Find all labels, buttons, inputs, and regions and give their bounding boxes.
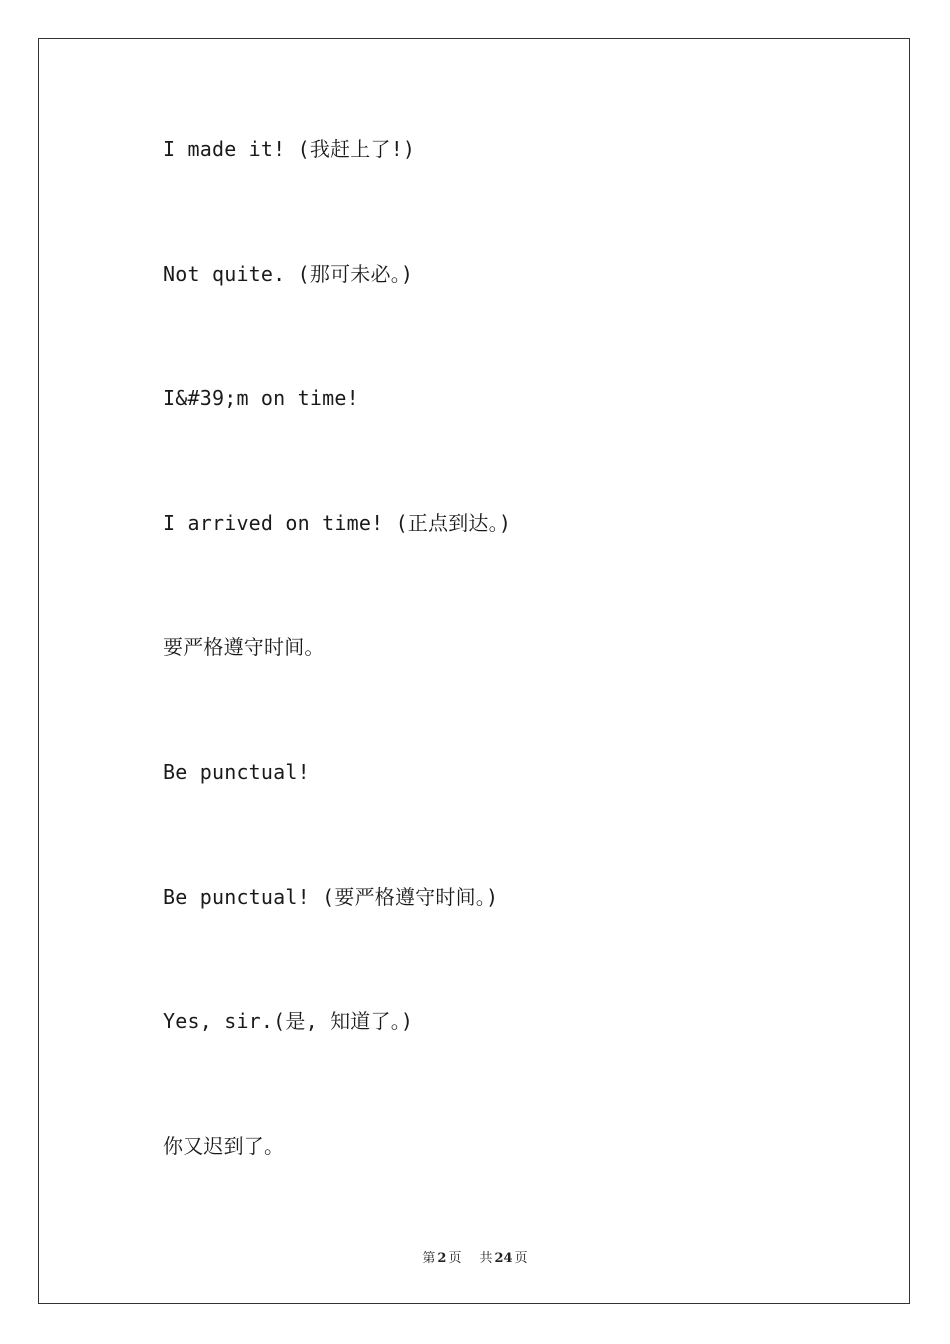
text-line: 要严格遵守时间。 bbox=[163, 635, 325, 660]
page-number: 2 bbox=[437, 1251, 447, 1266]
text-line: Yes, sir.(是, 知道了。) bbox=[163, 1009, 414, 1034]
text-line: Not quite. (那可未必。) bbox=[163, 261, 414, 286]
text-line: I made it! (我赶上了!) bbox=[163, 137, 416, 161]
total-suffix: 页 bbox=[514, 1251, 528, 1266]
total-prefix: 共 bbox=[479, 1251, 493, 1266]
text-line: I&#39;m on time! bbox=[163, 386, 359, 411]
text-line: I arrived on time! (正点到达。) bbox=[163, 510, 512, 535]
page-suffix: 页 bbox=[448, 1251, 462, 1266]
text-line: Be punctual! bbox=[163, 759, 310, 784]
page-prefix: 第 bbox=[422, 1251, 436, 1266]
text-line: 你又迟到了。 bbox=[163, 1133, 285, 1158]
total-pages: 24 bbox=[494, 1251, 513, 1266]
page-footer bbox=[0, 1247, 950, 1266]
document-body bbox=[163, 132, 863, 1253]
text-line: Be punctual! (要严格遵守时间。) bbox=[163, 884, 499, 909]
